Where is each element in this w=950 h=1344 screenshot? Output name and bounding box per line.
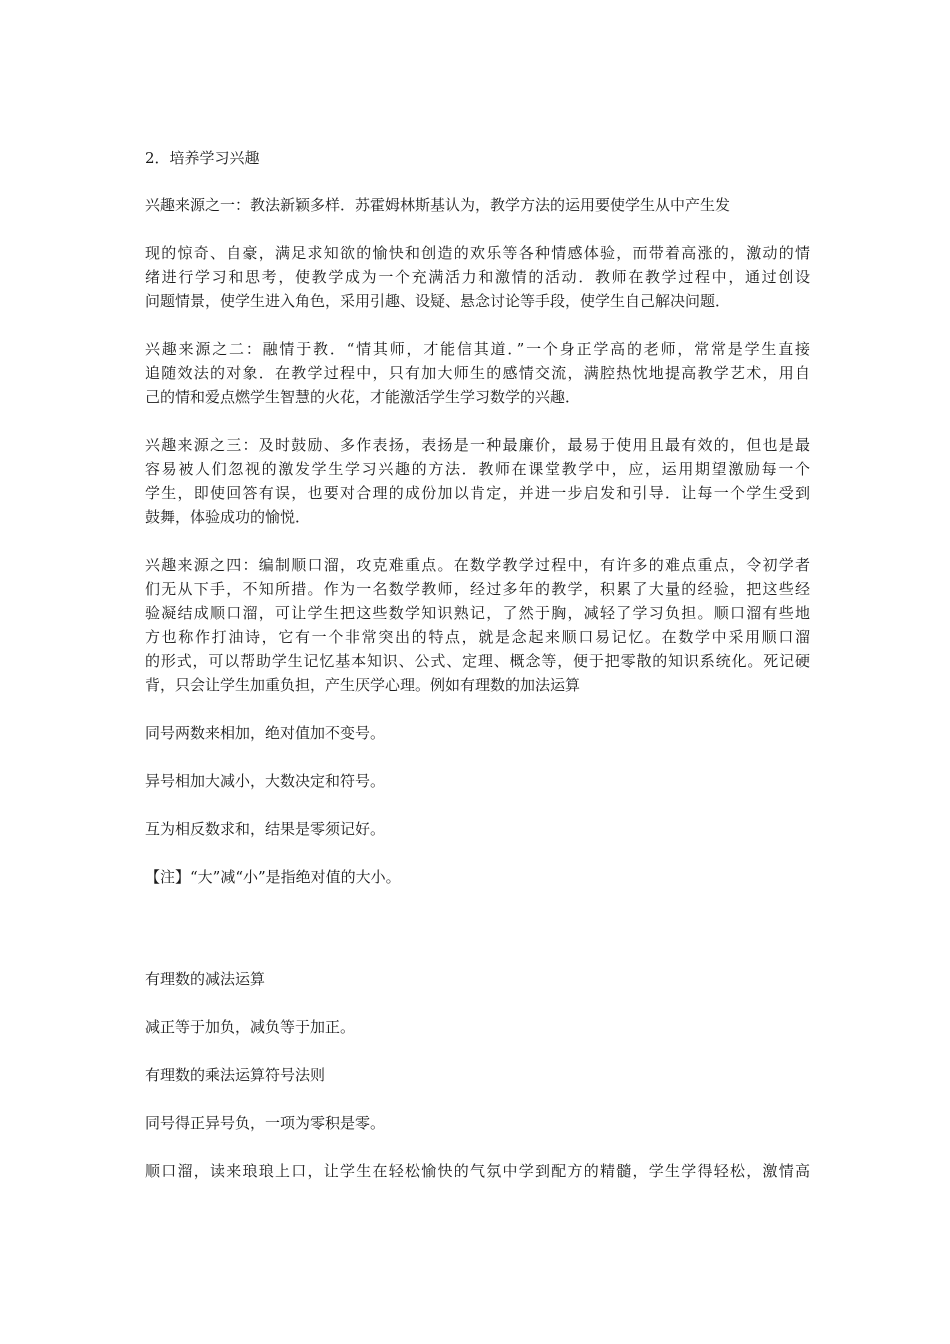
text-line: 方也称作打油诗，它有一个非常突出的特点，就是念起来顺口易记忆。在数学中采用顺口溜	[145, 628, 810, 646]
multiplication-heading: 有理数的乘法运算符号法则	[145, 1066, 326, 1084]
addition-rule-2: 异号相加大减小，大数决定和符号。	[145, 772, 386, 790]
paragraph-interest-source-1	[145, 193, 810, 217]
text-line: 兴趣来源之三：及时鼓励、多作表扬，表扬是一种最廉价，最易于使用且最有效的，但也是最	[145, 436, 810, 454]
text-line: 鼓舞，体验成功的愉悦．	[145, 508, 311, 526]
text-line: 学生，即使回答有误，也要对合理的成份加以肯定，并进一步启发和引导．让每一个学生受到	[145, 484, 810, 502]
addition-rule-1: 同号两数来相加，绝对值加不变号。	[145, 724, 386, 742]
text-line: 现的惊奇、自豪，满足求知欲的愉快和创造的欢乐等各种情感体验，而带着高涨的，激动的情	[145, 244, 810, 262]
document-body	[145, 146, 810, 1207]
text-line: 兴趣来源之二：融情于教．“情其师，才能信其道．”一个身正学高的老师，常常是学生直接	[145, 340, 810, 358]
text-line: 的形式，可以帮助学生记忆基本知识、公式、定理、概念等，便于把零散的知识系统化。死记硬	[145, 652, 810, 670]
note: 【注】“大”减“小”是指绝对值的大小。	[145, 868, 401, 886]
text-line: 顺口溜，读来琅琅上口，让学生在轻松愉快的气氛中学到配方的精髓，学生学得轻松，激情高	[145, 1162, 810, 1180]
section-heading: 2．培养学习兴趣	[145, 149, 260, 167]
addition-rule-3: 互为相反数求和，结果是零须记好。	[145, 820, 386, 838]
paragraph-interest-source-3	[145, 433, 810, 529]
text-line: 兴趣来源之四：编制顺口溜，攻克难重点。在数学教学过程中，有许多的难点重点，令初学者	[145, 556, 810, 574]
text-line: 容易被人们忽视的激发学生学习兴趣的方法．教师在课堂教学中，应，运用期望激励每一个	[145, 460, 810, 478]
subtraction-rule: 减正等于加负，减负等于加正。	[145, 1018, 356, 1036]
paragraph-interest-source-4	[145, 553, 810, 697]
text-line: 验凝结成顺口溜，可让学生把这些数学知识熟记，了然于胸，减轻了学习负担。顺口溜有些地	[145, 604, 810, 622]
text-line: 兴趣来源之一：教法新颖多样．苏霍姆林斯基认为，教学方法的运用要使学生从中产生发	[145, 196, 731, 214]
text-line: 问题情景，使学生进入角色，采用引趣、设疑、悬念讨论等手段，使学生自己解决问题．	[145, 292, 731, 310]
paragraph-conclusion	[145, 1159, 810, 1183]
multiplication-rule: 同号得正异号负，一项为零积是零。	[145, 1114, 386, 1132]
text-line: 背，只会让学生加重负担，产生厌学心理。例如有理数的加法运算	[145, 676, 581, 694]
paragraph-interest-source-1-cont	[145, 241, 810, 313]
subtraction-heading: 有理数的减法运算	[145, 970, 266, 988]
text-line: 们无从下手，不知所措。作为一名数学教师，经过多年的教学，积累了大量的经验，把这些经	[145, 580, 810, 598]
text-line: 追随效法的对象．在教学过程中，只有加大师生的感情交流，满腔热忱地提高教学艺术，用自	[145, 364, 810, 382]
text-line: 绪进行学习和思考，使教学成为一个充满活力和激情的活动．教师在教学过程中，通过创设	[145, 268, 810, 286]
paragraph-interest-source-2	[145, 337, 810, 409]
spacer	[145, 913, 810, 967]
text-line: 己的情和爱点燃学生智慧的火花，才能激活学生学习数学的兴趣．	[145, 388, 581, 406]
